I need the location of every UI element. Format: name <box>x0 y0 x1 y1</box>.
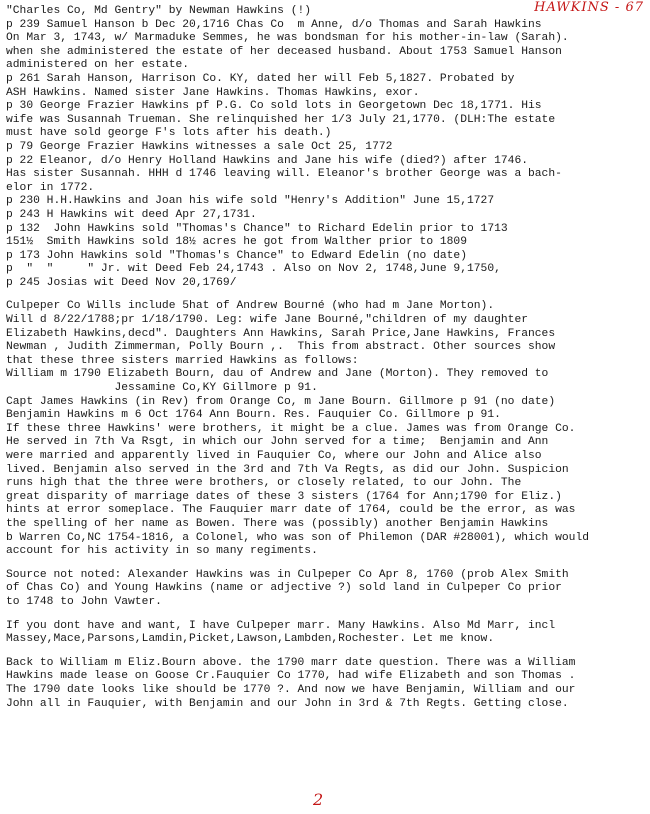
text-line: great disparity of marriage dates of these 3 sisters (1764 for Ann;1790 for Eliz.) <box>6 490 562 503</box>
paragraph-charles-co-gentry <box>6 5 646 290</box>
text-line: William m 1790 Elizabeth Bourn, dau of Andrew and Jane (Morton). They removed to <box>6 368 549 381</box>
text-line: Will d 8/22/1788;pr 1/18/1790. Leg: wife Jane Bourné,"children of my daughter <box>6 314 529 327</box>
text-line: the spelling of her name as Bowen. There was (possibly) another Benjamin Hawkins <box>6 517 549 530</box>
handwritten-page-number: 2 <box>313 790 324 809</box>
text-line: p 132 John Hawkins sold "Thomas's Chance" to Richard Edelin prior to 1713 <box>6 222 508 235</box>
text-line: Benjamin Hawkins m 6 Oct 1764 Ann Bourn. Res. Fauquier Co. Gillmore p 91. <box>6 409 501 422</box>
paragraph-back-to-william <box>6 657 646 711</box>
text-line: p 22 Eleanor, d/o Henry Holland Hawkins and Jane his wife (died?) after 1746. <box>6 154 529 167</box>
paragraph-culpeper-wills <box>6 300 646 558</box>
text-line: Culpeper Co Wills include 5hat of Andrew Bourné (who had m Jane Morton). <box>6 300 495 313</box>
text-line: p 243 H Hawkins wit deed Apr 27,1731. <box>6 208 257 221</box>
paragraph-spacer <box>6 647 646 657</box>
text-line: He served in 7th Va Rsgt, in which our John served for a time; Benjamin and Ann <box>6 436 549 449</box>
paragraph-spacer <box>6 610 646 620</box>
text-line: p 30 George Frazier Hawkins pf P.G. Co sold lots in Georgetown Dec 18,1771. His <box>6 100 542 113</box>
paragraph-culpeper-marr-offer <box>6 620 646 647</box>
text-line: were married and apparently lived in Fauquier Co, where our John and Alice also <box>6 450 542 462</box>
text-line: Jessamine Co,KY Gillmore p 91. <box>6 382 318 395</box>
text-line: that these three sisters married Hawkins as follows: <box>6 354 359 367</box>
text-line: p " " " Jr. wit Deed Feb 24,1743 . Also on Nov 2, 1748,June 9,1750, <box>6 263 501 276</box>
text-line: Back to William m Eliz.Bourn above. the 1790 marr date question. There was a William <box>6 656 576 669</box>
paragraph-spacer <box>6 290 646 300</box>
text-line: p 239 Samuel Hanson b Dec 20,1716 Chas Co m Anne, d/o Thomas and Sarah Hawkins <box>6 18 542 31</box>
text-line: elor in 1772. <box>6 181 95 194</box>
text-line: p 173 John Hawkins sold "Thomas's Chance" to Edward Edelin (no date) <box>6 249 467 262</box>
text-line: p 230 H.H.Hawkins and Joan his wife sold "Henry's Addition" June 15,1727 <box>6 195 495 208</box>
text-line: ASH Hawkins. Named sister Jane Hawkins. Thomas Hawkins, exor. <box>6 86 420 99</box>
text-line: Has sister Susannah. HHH d 1746 leaving will. Eleanor's brother George was a bach- <box>6 168 562 181</box>
text-line: "Charles Co, Md Gentry" by Newman Hawkins (!) <box>6 5 312 17</box>
text-line: Capt James Hawkins (in Rev) from Orange Co, m Jane Bourn. Gillmore p 91 (no date) <box>6 395 556 408</box>
text-line: account for his activity in so many regiments. <box>6 545 318 558</box>
text-line: John all in Fauquier, with Benjamin and our John in 3rd & 7th Regts. Getting close. <box>6 697 569 710</box>
paragraph-source-not-noted <box>6 569 646 610</box>
handwritten-page-label: HAWKINS - 67 <box>534 0 644 15</box>
text-line: Source not noted: Alexander Hawkins was in Culpeper Co Apr 8, 1760 (prob Alex Smith <box>6 568 569 581</box>
paragraph-spacer <box>6 559 646 569</box>
document-body <box>6 5 646 711</box>
text-line: If you dont have and want, I have Culpeper marr. Many Hawkins. Also Md Marr, incl <box>6 619 556 632</box>
text-line: when she administered the estate of her deceased husband. About 1753 Samuel Hanson <box>6 45 562 58</box>
text-line: Massey,Mace,Parsons,Lamdin,Picket,Lawson,Lambden,Rochester. Let me know. <box>6 633 495 646</box>
text-line: Newman , Judith Zimmerman, Polly Bourn ,. This from abstract. Other sources show <box>6 341 556 354</box>
text-line: p 79 George Frazier Hawkins witnesses a sale Oct 25, 1772 <box>6 140 393 153</box>
text-line: On Mar 3, 1743, w/ Marmaduke Semmes, he was bondsman for his mother-in-law (Sarah). <box>6 32 569 45</box>
text-line: p 261 Sarah Hanson, Harrison Co. KY, dated her will Feb 5,1827. Probated by <box>6 72 515 85</box>
text-line: administered on her estate. <box>6 59 190 72</box>
text-line: p 245 Josias wit Deed Nov 20,1769/ <box>6 276 237 289</box>
text-line: to 1748 to John Vawter. <box>6 595 162 608</box>
text-line: lived. Benjamin also served in the 3rd and 7th Va Regts, as did our John. Suspicion <box>6 463 569 476</box>
text-line: 151½ Smith Hawkins sold 18½ acres he got from Walther prior to 1809 <box>6 236 467 249</box>
text-line: wife was Susannah Trueman. She relinquished her 1/3 July 21,1770. (DLH:The estate <box>6 113 556 126</box>
text-line: runs high that the three were brothers, or closely related, to our John. The <box>6 477 522 490</box>
text-line: If these three Hawkins' were brothers, it might be a clue. James was from Orange Co. <box>6 422 576 435</box>
text-line: must have sold george F's lots after his death.) <box>6 127 332 140</box>
text-line: b Warren Co,NC 1754-1816, a Colonel, who was son of Philemon (DAR #28001), which would <box>6 531 590 544</box>
text-line: of Chas Co) and Young Hawkins (name or adjective ?) sold land in Culpeper Co prior <box>6 582 562 595</box>
text-line: hints at error someplace. The Fauquier marr date of 1764, could be the error, as was <box>6 504 576 517</box>
text-line: Elizabeth Hawkins,decd". Daughters Ann Hawkins, Sarah Price,Jane Hawkins, Frances <box>6 327 556 340</box>
text-line: The 1790 date looks like should be 1770 ?. And now we have Benjamin, William and our <box>6 683 576 696</box>
text-line: Hawkins made lease on Goose Cr.Fauquier Co 1770, had wife Elizabeth and son Thomas . <box>6 670 576 683</box>
